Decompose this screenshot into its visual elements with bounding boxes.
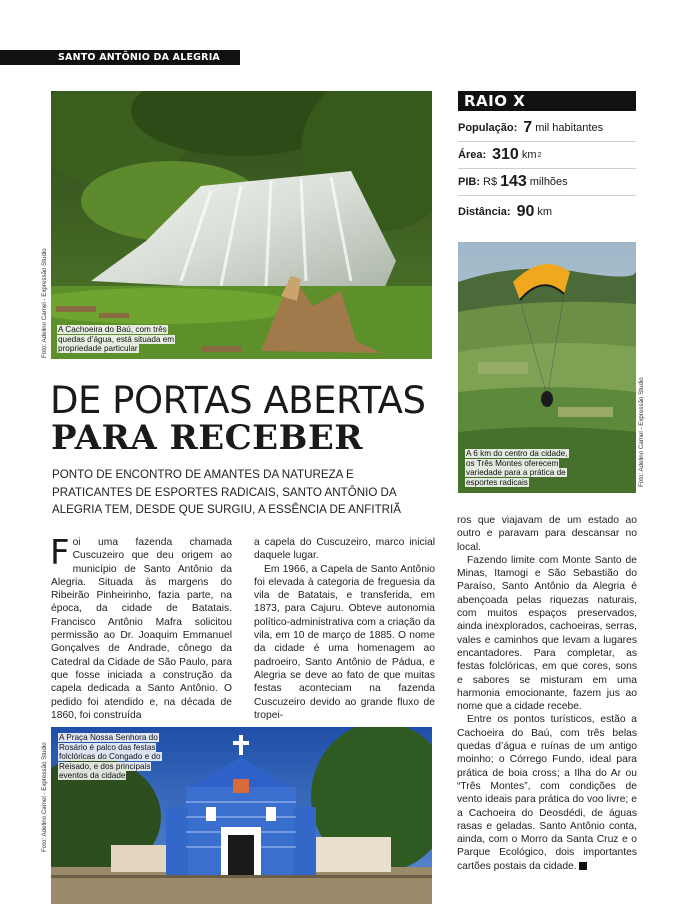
stat-label: Área: (458, 149, 487, 161)
deck-subtitle: PONTO DE ENCONTRO DE AMANTES DA NATUREZA E PRATICANTES DE ESPORTES RADICAIS, SANTO ANTÔNIO DA ALEGRIA TEM, DESDE QUE SURGIU, A ESSÊNCIA DE ANFITRIÃ (52, 468, 401, 517)
waterfall-credit: Foto: Adelino Camel - Expressão Studio (41, 248, 48, 358)
stat-area (458, 142, 636, 169)
paraglider-caption: A 6 km do centro da cidade, os Três Montes oferecem variedade para a prática de esportes radicais (466, 449, 568, 487)
stat-label: PIB: (458, 176, 480, 188)
stat-distancia (458, 198, 636, 225)
stat-unit: km (537, 205, 553, 218)
body-paragraph: Entre os pontos turísticos, estão a Cachoeira do Baú, com três belas quedas d’água e ruínas de um antigo moinho; o Córrego Fundo, ideal para prática de boia cross; a Ilha do Ar ou “Três Montes”, com condições de vento ideais para prática do voo livre; e a Cachoeira do Deosdédi, de águas rasas e geladas. Santo Antônio conta, ainda, com o Morro da Santa Cruz e o Parque Ecológico, dois importantes cartões postais da cidade. (457, 714, 637, 872)
stat-value: 7 (523, 119, 533, 136)
body-paragraph: a capela do Cuscuzeiro, marco inicial daquele lugar. (254, 537, 435, 562)
stat-label: População: (458, 122, 518, 134)
stat-prefix: R$ (483, 176, 498, 188)
body-column-3 (457, 514, 637, 873)
body-paragraph: ros que viajavam de um estado ao outro e paravam para descansar no local. (457, 515, 637, 553)
raio-x-title: RAIO X (458, 91, 636, 111)
body-paragraph: Fazendo limite com Monte Santo de Minas, Itamogi e São Sebastião do Paraíso, Santo Antônio da Alegria é abençoada pelas riquezas naturais, com muitos espaços preservados, ainda inexplorados, cachoeiras, serras, vales e caminhos que levam a lugares encantadores. Para completar, as festas folclóricas, em que cores, sons e sabores se misturam em uma harmonia emocionante, fazem jus ao nome que a cidade recebe. (457, 554, 637, 713)
stat-value: 310 (492, 146, 519, 163)
body-paragraph: Foi uma fazenda chamada Cuscuzeiro que deu origem ao município de Santo Antônio da Alegria. Situada às margens do Ribeirão Pinheirinho, fazia parte, na época, da cidade de Batatais. Francisco Antônio Mafra solicitou permissão ao Dr. Joaquim Emmanuel Gonçalves de Andrade, cônego da Catedral da Cidade de São Paulo, para que fosse iniciada a construção da capela dedicada a Santo Antônio. O pedido foi atendido e, na década de 1860, foi construída (50, 533, 232, 721)
stat-pib (458, 169, 636, 196)
stat-label: Distância: (458, 205, 511, 218)
stat-populacao (458, 115, 636, 142)
paraglider-credit: Foto: Adelino Camel - Expressão Studio (638, 377, 645, 487)
church-credit: Foto: Adelino Camel - Expressão Studio (41, 742, 48, 852)
stat-unit-sup: 2 (537, 151, 542, 159)
stat-unit: milhões (529, 176, 568, 188)
dropcap: F (50, 533, 70, 573)
end-mark-icon (579, 862, 587, 870)
headline-line2: PARA RECEBER (51, 418, 363, 458)
church-caption: A Praça Nossa Senhora do Rosário é palco das festas folclóricas do Congado e do Reisado, e dos principais eventos da cidade (59, 733, 161, 781)
body-paragraph: Em 1966, a Capela de Santo Antônio foi elevada à categoria de freguesia da vila de Batatais, e transferida, em 1873, para Cajuru. Obteve autonomia político-administrativa com a criação da vila, em 10 de março de 1885. O nome da cidade é uma homenagem ao padroeiro, Santo Antônio de Pádua, e Alegria se deve ao fato de que muitas festas aconteciam na fazenda Cuscuzeiro devido ao grande fluxo de tropei- (254, 563, 435, 721)
stat-unit: km (521, 149, 537, 161)
body-column-1 (50, 533, 232, 722)
stat-value: 143 (500, 173, 527, 190)
waterfall-photo (51, 91, 432, 359)
stat-unit: mil habitantes (535, 122, 604, 134)
stat-value: 90 (516, 202, 535, 220)
body-column-2 (254, 536, 435, 722)
headline-line1: DE PORTAS ABERTAS (50, 379, 426, 422)
waterfall-caption: A Cachoeira do Baú, com três quedas d’água, está situada em propriedade particular (58, 325, 175, 354)
section-label: SANTO ANTÔNIO DA ALEGRIA (0, 50, 240, 65)
